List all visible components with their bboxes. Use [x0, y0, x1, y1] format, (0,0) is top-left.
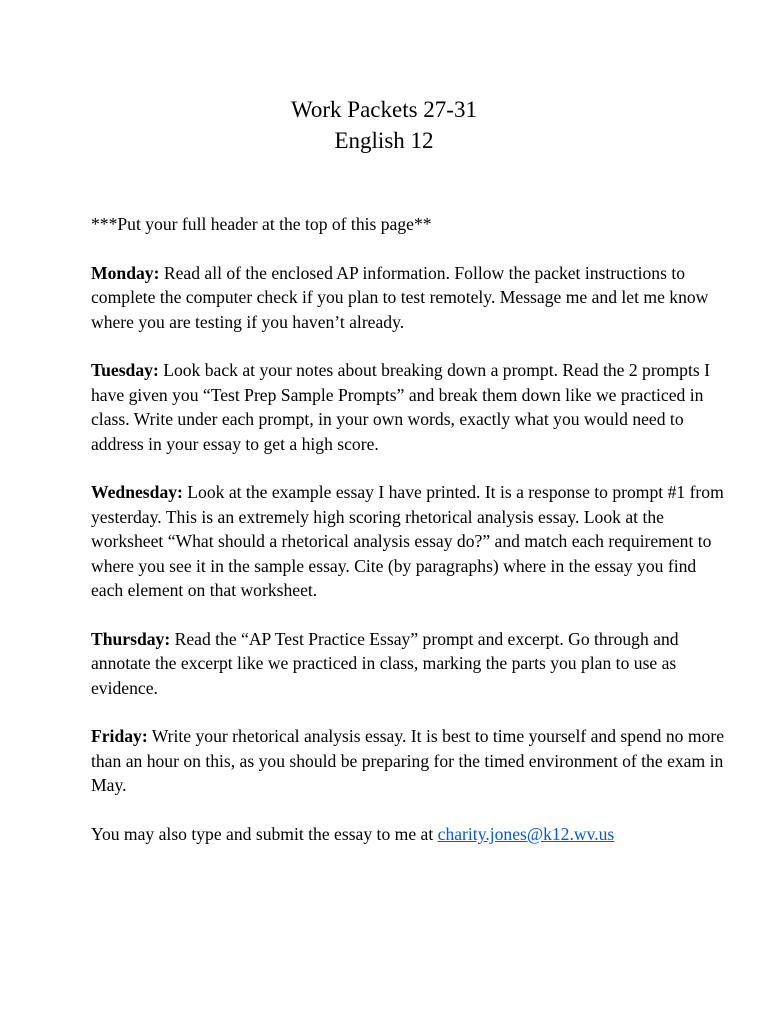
title-course: English 12: [334, 128, 434, 153]
day-label: Thursday:: [91, 628, 171, 649]
day-friday: [91, 724, 731, 797]
email-link[interactable]: charity.jones@k12.wv.us: [437, 824, 615, 845]
day-label: Tuesday:: [91, 360, 159, 381]
document-title: [0, 94, 768, 156]
day-text: Look back at your notes about breaking down a prompt. Read the 2 prompts I have given you “Test Prep Sample Prompts” and break them down like we practiced in class. Write under each prompt, in your own words, exactly what you would need to address in your essay to get a high score.: [91, 360, 710, 454]
day-label: Friday:: [91, 726, 148, 747]
day-tuesday: [91, 358, 731, 456]
day-text: Read all of the enclosed AP information. Follow the packet instructions to complete the computer check if you plan to test remotely. Message me and let me know where you are testing if you haven’t already.: [91, 262, 709, 332]
closing-text: You may also type and submit the essay to me at: [91, 824, 438, 845]
day-label: Monday:: [91, 262, 160, 283]
day-text: Look at the example essay I have printed. It is a response to prompt #1 from yesterday. This is an extremely high scoring rhetorical analysis essay. Look at the worksheet “What should a rhetorical analysis essay do?” and match each requirement to where you see it in the sample essay. Cite (by paragraphs) where in the essay you find each element on that worksheet.: [91, 482, 724, 601]
title-packets: Work Packets 27-31: [291, 97, 477, 122]
day-thursday: [91, 627, 731, 700]
day-label: Wednesday:: [91, 482, 183, 503]
day-text: Write your rhetorical analysis essay. It is best to time yourself and spend no more than an hour on this, as you should be preparing for the timed environment of the exam in May.: [91, 726, 725, 796]
closing-note: [91, 822, 731, 846]
day-monday: [91, 261, 731, 334]
day-wednesday: [91, 480, 731, 602]
document-body: [91, 212, 731, 871]
header-instruction: ***Put your full header at the top of this page**: [91, 214, 432, 234]
day-text: Read the “AP Test Practice Essay” prompt and excerpt. Go through and annotate the excerpt like we practiced in class, marking the parts you plan to use as evidence.: [91, 628, 679, 698]
